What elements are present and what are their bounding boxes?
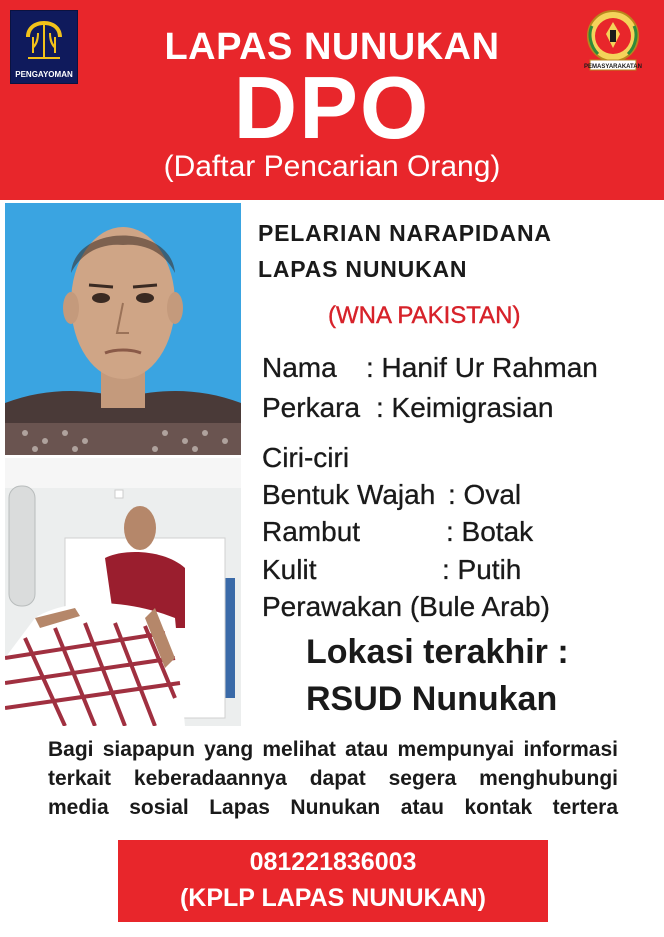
message-line-3: media sosial Lapas Nunukan atau kontak tertera: [48, 796, 618, 819]
message-line-2: terkait keberadaannya dapat segera menghubungi: [48, 767, 618, 790]
perkara-value: : Keimigrasian: [376, 392, 554, 423]
wajah-value: : Oval: [448, 479, 522, 510]
rambut-value: : Botak: [446, 516, 534, 547]
message-line-1: Bagi siapapun yang melihat atau mempunyai informasi: [48, 738, 618, 761]
header-subtitle: LAPAS NUNUKAN: [164, 26, 500, 68]
logo-caption: PEMASYARAKATAN: [584, 64, 642, 70]
nationality-label: (WNA PAKISTAN): [328, 302, 521, 329]
features-heading: Ciri-ciri: [262, 442, 350, 473]
header-title-expansion: (Daftar Pencarian Orang): [163, 150, 501, 183]
heading-line-1: PELARIAN NARAPIDANA: [258, 220, 552, 246]
nama-value: : Hanif Ur Rahman: [366, 352, 598, 383]
location-value: RSUD Nunukan: [306, 680, 558, 718]
logo-caption: PENGAYOMAN: [15, 70, 73, 79]
contact-phone[interactable]: 081221836003: [249, 848, 417, 876]
wajah-label: Bentuk Wajah: [262, 479, 436, 510]
emblem-icon: [582, 8, 644, 74]
info-message: [48, 735, 618, 822]
kulit-value: : Putih: [442, 554, 522, 585]
hospital-bed-photo: [5, 458, 241, 726]
perkara-label: Perkara: [262, 392, 361, 423]
heading-line-2: LAPAS NUNUKAN: [258, 256, 468, 282]
pemasyarakatan-logo: [582, 8, 644, 74]
kulit-label: Kulit: [262, 554, 317, 585]
contact-name: (KPLP LAPAS NUNUKAN): [179, 884, 487, 912]
page-title: DPO: [233, 58, 431, 157]
contact-box: [118, 840, 548, 922]
rambut-label: Rambut: [262, 516, 361, 547]
nama-label: Nama: [262, 352, 337, 383]
perawakan-text: Perawakan (Bule Arab): [262, 591, 550, 622]
location-label: Lokasi terakhir :: [306, 633, 569, 671]
portrait-photo: [5, 203, 241, 455]
header-banner: [0, 0, 664, 200]
